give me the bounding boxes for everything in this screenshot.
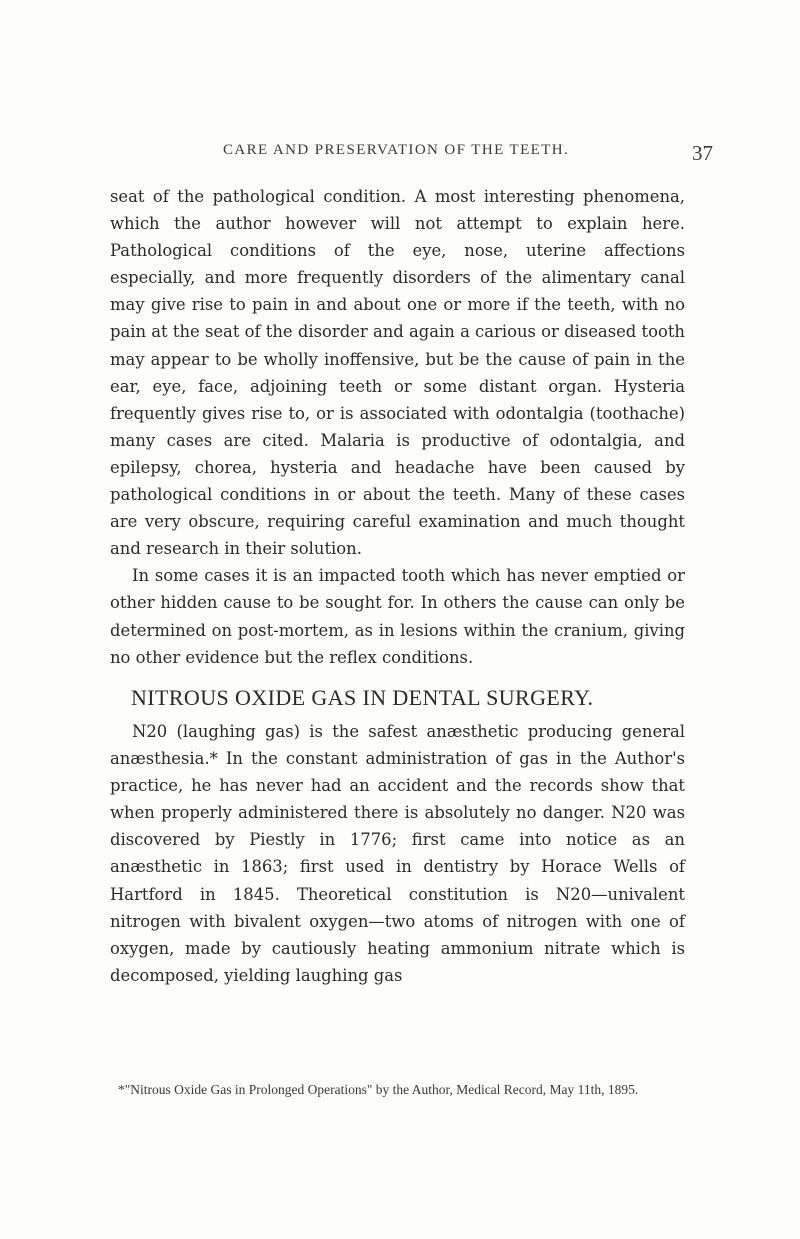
paragraph-1: seat of the pathological condition. A most interesting phenomena, which the author however will not attempt to explain here. Pathological conditions of the eye, nose, uterine affections especially, and more frequently disorders of the alimentary canal may give rise to pain in and about one or more if the teeth, with no pain at the seat of the disorder and again a carious or diseased tooth may appear to be wholly inoffensive, but be the cause of pain in the ear, eye, face, adjoining teeth or some distant organ. Hysteria frequently gives rise to, or is associated with odontalgia (toothache) many cases are cited. Malaria is productive of odontalgia, and epilepsy, chorea, hysteria and headache have been caused by pathological conditions in or about the teeth. Many of these cases are very obscure, requiring careful examination and much thought and research in their solution. — [110, 187, 685, 559]
footnote: *"Nitrous Oxide Gas in Prolonged Operations" by the Author, Medical Record, May 11th, 1895. — [118, 1082, 639, 1097]
paragraph-3: N20 (laughing gas) is the safest anæsthetic producing general anæsthesia.* In the constant administration of gas in the Author's practice, he has never had an accident and the records show that when properly administered there is absolutely no danger. N20 was discovered by Piestly in 1776; first came into notice as an anæsthetic in 1863; first used in dentistry by Horace Wells of Hartford in 1845. Theoretical constitution is N20—univalent nitrogen with bivalent oxygen—two atoms of nitrogen with one of oxygen, made by cautiously heating ammonium nitrate which is decomposed, yielding laughing gas — [110, 722, 685, 985]
page-number: 37 — [692, 141, 713, 165]
section-text-block — [110, 718, 685, 989]
paragraph-2: In some cases it is an impacted tooth which has never emptied or other hidden cause to be sought for. In others the cause can only be determined on post-mortem, as in lesions within the cranium, giving no other evidence but the reflex conditions. — [110, 566, 685, 667]
main-text-block — [110, 183, 685, 671]
section-heading: NITROUS OXIDE GAS IN DENTAL SURGERY. — [131, 685, 594, 710]
running-header: CARE AND PRESERVATION OF THE TEETH. — [223, 142, 570, 158]
